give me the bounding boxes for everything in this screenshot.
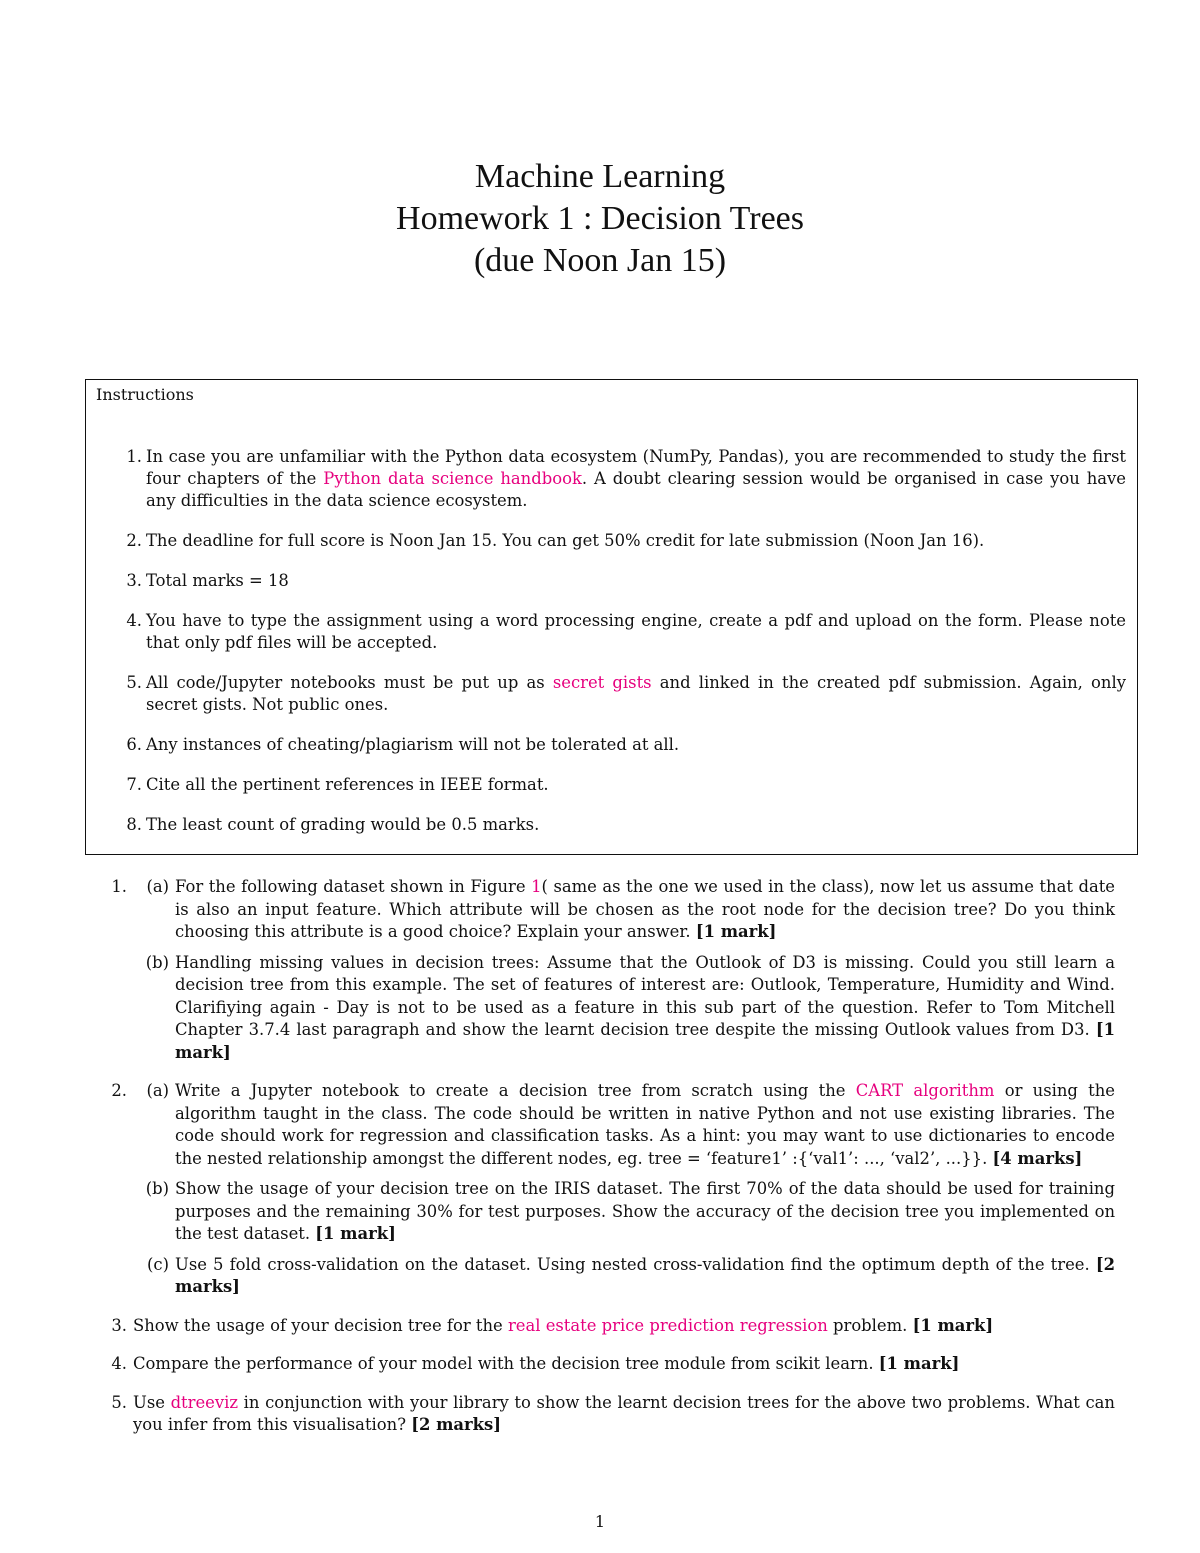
instruction-item: 5. All code/Jupyter notebooks must be put up as secret gists and linked in the created pdf submission. Again, only secret gists. Not public ones. (126, 673, 1126, 714)
dtreeviz-link[interactable]: dtreeviz (170, 1392, 239, 1412)
question-1b: (b) Handling missing values in decision trees: Assume that the Outlook of D3 is missing. Could you still learn a decision tree from this example. The set of features of interest are: Outlook, Temperature, Humidity and Wind. Clarifiying again - Day is not to be used as a feature in this sub part of the question. Refer to Tom Mitchell Chapter 3.7.4 last paragraph and show the learnt decision tree despite the missing Outlook values from D3. [1 mark] (145, 952, 1115, 1062)
instruction-item: 4. You have to type the assignment using a word processing engine, create a pdf and upload on the form. Please note that only pdf files will be accepted. (126, 611, 1126, 652)
question-4: 4. Compare the performance of your model with the decision tree module from scikit learn. [1 mark] (111, 1354, 960, 1373)
marks-label: [4 marks] (992, 1148, 1083, 1168)
instruction-item: 3. Total marks = 18 (126, 571, 289, 590)
document-title (0, 156, 1200, 282)
question-2: 2. (a) Write a Jupyter notebook to create a decision tree from scratch using the CART algorithm or using the algorithm taught in the class. The code should be written in native Python and not use existing libraries. The code should work for regression and classification tasks. As a hint: you may want to use dictionaries to encode the nested relationship amongst the different nodes, eg. tree = ‘feature1’ :{‘val1’: ..., ‘val2’, ...}}. [4 marks] (b) Show the usage of your decision tree on the IRIS dataset. The first 70% of the data should be used for training purposes and the remaining 30% for test purposes. Show the accuracy of the decision tree you implemented on the test dataset. [1 mark] (c) Use 5 fold cross-validation on the dataset. Using nested cross-validation find the optimum depth of the tree. [2 marks] (105, 1080, 1115, 1299)
marks-label: [1 mark] (695, 922, 777, 941)
instruction-item: 6. Any instances of cheating/plagiarism will not be tolerated at all. (126, 735, 680, 754)
secret-gists-link[interactable]: secret gists (552, 673, 652, 692)
instruction-item: 2. The deadline for full score is Noon Jan 15. You can get 50% credit for late submission (Noon Jan 16). (126, 531, 985, 550)
question-1: 1. (a) For the following dataset shown in Figure 1( same as the one we used in the class), now let us assume that date is also an input feature. Which attribute will be chosen as the root node for the decision tree? Do you think choosing this attribute is a good choice? Explain your answer. [1 mark] (b) Handling missing values in decision trees: Assume that the Outlook of D3 is missing. Could you still learn a decision tree from this example. The set of features of interest are: Outlook, Temperature, Humidity and Wind. Clarifiying again - Day is not to be used as a feature in this sub part of the question. Refer to Tom Mitchell Chapter 3.7.4 last paragraph and show the learnt decision tree despite the missing Outlook values from D3. [1 mark] (105, 876, 1115, 1064)
marks-label: [1 mark] (878, 1354, 960, 1373)
title-due-date: (due Noon Jan 15) (473, 242, 727, 279)
question-5: 5. Use dtreeviz in conjunction with your library to show the learnt decision trees for the above two problems. What can you infer from this visualisation? [2 marks] (111, 1392, 1115, 1434)
question-3: 3. Show the usage of your decision tree for the real estate price prediction regression problem. [1 mark] (111, 1315, 994, 1335)
instructions-list (96, 446, 1126, 854)
title-course: Machine Learning (474, 158, 726, 195)
marks-label: [1 mark] (175, 1020, 1115, 1062)
question-2b: (b) Show the usage of your decision tree on the IRIS dataset. The first 70% of the data should be used for training purposes and the remaining 30% for test purposes. Show the accuracy of the decision tree you implemented on the test dataset. [1 mark] (145, 1179, 1115, 1243)
question-2a: (a) Write a Jupyter notebook to create a decision tree from scratch using the CART algorithm or using the algorithm taught in the class. The code should be written in native Python and not use existing libraries. The code should work for regression and classification tasks. As a hint: you may want to use dictionaries to encode the nested relationship amongst the different nodes, eg. tree = ‘feature1’ :{‘val1’: ..., ‘val2’, ...}}. [4 marks] (146, 1081, 1116, 1168)
instructions-box (85, 379, 1138, 855)
title-homework: Homework 1 : Decision Trees (396, 200, 804, 237)
marks-label: [1 mark] (912, 1315, 994, 1335)
python-handbook-link[interactable]: Python data science handbook (323, 469, 582, 488)
instruction-item: 7. Cite all the pertinent references in IEEE format. (126, 775, 549, 794)
real-estate-dataset-link[interactable]: real estate price prediction regression (507, 1315, 828, 1335)
marks-label: [2 marks] (411, 1415, 502, 1434)
page-number: 1 (594, 1512, 606, 1531)
instructions-heading: Instructions (96, 385, 194, 404)
question-2c: (c) Use 5 fold cross-validation on the dataset. Using nested cross-validation find the optimum depth of the tree. [2 marks] (147, 1254, 1115, 1296)
cart-algorithm-link[interactable]: CART algorithm (855, 1081, 995, 1100)
instruction-item: 1. In case you are unfamiliar with the Python data ecosystem (NumPy, Pandas), you are recommended to study the first four chapters of the Python data science handbook. A doubt clearing session would be organised in case you have any difficulties in the data science ecosystem. (126, 447, 1126, 510)
instruction-item: 8. The least count of grading would be 0.5 marks. (126, 815, 540, 834)
marks-label: [2 marks] (175, 1254, 1115, 1296)
marks-label: [1 mark] (315, 1224, 396, 1243)
question-1a: (a) For the following dataset shown in Figure 1( same as the one we used in the class), now let us assume that date is also an input feature. Which attribute will be chosen as the root node for the decision tree? Do you think choosing this attribute is a good choice? Explain your answer. [1 mark] (146, 877, 1116, 941)
questions-list (105, 876, 1115, 1453)
figure-reference-link[interactable]: 1 (531, 877, 542, 896)
